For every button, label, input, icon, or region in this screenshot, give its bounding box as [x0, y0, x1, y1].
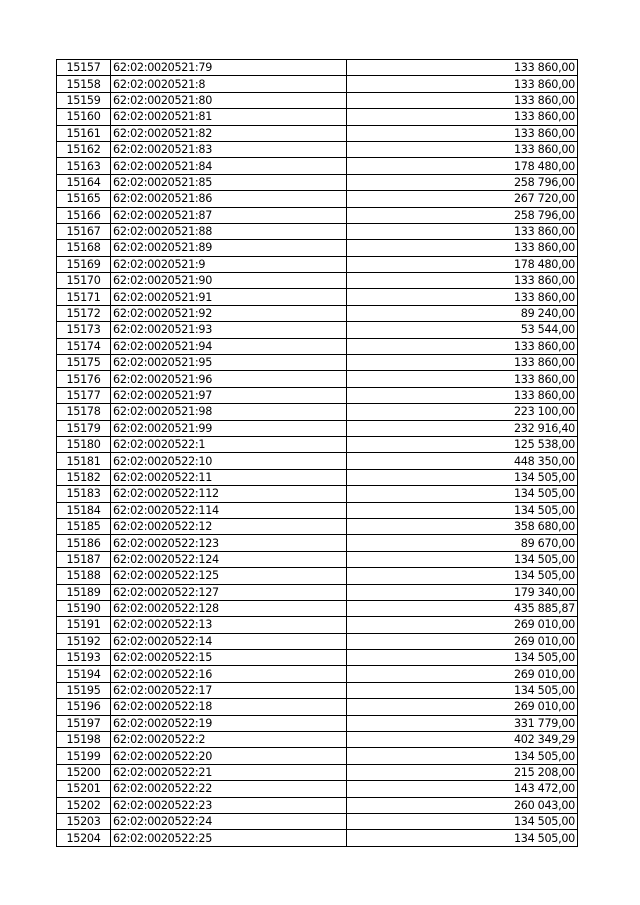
table-row — [57, 109, 578, 125]
row-number-cell: 15200 — [57, 764, 111, 780]
cadastral-number-cell: 62:02:0020521:91 — [111, 289, 347, 305]
cadastral-value-cell: 133 860,00 — [347, 371, 578, 387]
cadastral-number-cell: 62:02:0020522:15 — [111, 650, 347, 666]
row-number-cell: 15192 — [57, 633, 111, 649]
cadastral-number-cell: 62:02:0020521:85 — [111, 174, 347, 190]
table-row — [57, 699, 578, 715]
table-row — [57, 141, 578, 157]
cadastral-number-cell: 62:02:0020522:18 — [111, 699, 347, 715]
cadastral-value-cell: 178 480,00 — [347, 256, 578, 272]
row-number-cell: 15195 — [57, 682, 111, 698]
cadastral-number-cell: 62:02:0020522:24 — [111, 813, 347, 829]
row-number-cell: 15182 — [57, 469, 111, 485]
row-number-cell: 15184 — [57, 502, 111, 518]
cadastral-number-cell: 62:02:0020521:93 — [111, 322, 347, 338]
table-row — [57, 240, 578, 256]
row-number-cell: 15172 — [57, 305, 111, 321]
table-row — [57, 76, 578, 92]
table-row — [57, 355, 578, 371]
table-body — [57, 60, 578, 847]
cadastral-value-cell: 448 350,00 — [347, 453, 578, 469]
cadastral-value-cell: 134 505,00 — [347, 551, 578, 567]
cadastral-value-cell: 134 505,00 — [347, 568, 578, 584]
cadastral-number-cell: 62:02:0020522:25 — [111, 830, 347, 846]
row-number-cell: 15157 — [57, 60, 111, 76]
table-row — [57, 322, 578, 338]
cadastral-value-cell: 134 505,00 — [347, 469, 578, 485]
cadastral-number-cell: 62:02:0020522:17 — [111, 682, 347, 698]
cadastral-number-cell: 62:02:0020522:124 — [111, 551, 347, 567]
cadastral-number-cell: 62:02:0020521:99 — [111, 420, 347, 436]
row-number-cell: 15183 — [57, 486, 111, 502]
cadastral-number-cell: 62:02:0020521:8 — [111, 76, 347, 92]
table-row — [57, 666, 578, 682]
cadastral-value-cell: 133 860,00 — [347, 76, 578, 92]
table-row — [57, 420, 578, 436]
cadastral-value-cell: 133 860,00 — [347, 60, 578, 76]
table-row — [57, 273, 578, 289]
table-row — [57, 502, 578, 518]
row-number-cell: 15161 — [57, 125, 111, 141]
cadastral-number-cell: 62:02:0020522:11 — [111, 469, 347, 485]
row-number-cell: 15185 — [57, 518, 111, 534]
cadastral-value-cell: 89 240,00 — [347, 305, 578, 321]
row-number-cell: 15197 — [57, 715, 111, 731]
row-number-cell: 15162 — [57, 141, 111, 157]
table-row — [57, 453, 578, 469]
table-row — [57, 748, 578, 764]
cadastral-value-cell: 435 885,87 — [347, 600, 578, 616]
cadastral-number-cell: 62:02:0020521:82 — [111, 125, 347, 141]
cadastral-value-cell: 133 860,00 — [347, 289, 578, 305]
cadastral-number-cell: 62:02:0020522:1 — [111, 436, 347, 452]
table-row — [57, 191, 578, 207]
cadastral-number-cell: 62:02:0020522:20 — [111, 748, 347, 764]
table-row — [57, 551, 578, 567]
table-row — [57, 535, 578, 551]
cadastral-value-cell: 134 505,00 — [347, 830, 578, 846]
cadastral-value-cell: 133 860,00 — [347, 355, 578, 371]
table-row — [57, 371, 578, 387]
cadastral-number-cell: 62:02:0020521:98 — [111, 404, 347, 420]
row-number-cell: 15160 — [57, 109, 111, 125]
table-row — [57, 92, 578, 108]
cadastral-number-cell: 62:02:0020521:94 — [111, 338, 347, 354]
cadastral-number-cell: 62:02:0020522:114 — [111, 502, 347, 518]
cadastral-number-cell: 62:02:0020521:87 — [111, 207, 347, 223]
cadastral-value-cell: 258 796,00 — [347, 174, 578, 190]
table-row — [57, 387, 578, 403]
cadastral-value-cell: 133 860,00 — [347, 109, 578, 125]
table-row — [57, 813, 578, 829]
row-number-cell: 15202 — [57, 797, 111, 813]
cadastral-number-cell: 62:02:0020522:127 — [111, 584, 347, 600]
cadastral-number-cell: 62:02:0020521:83 — [111, 141, 347, 157]
cadastral-value-cell: 133 860,00 — [347, 387, 578, 403]
cadastral-number-cell: 62:02:0020522:2 — [111, 732, 347, 748]
table-row — [57, 469, 578, 485]
table-row — [57, 518, 578, 534]
row-number-cell: 15171 — [57, 289, 111, 305]
cadastral-value-cell: 358 680,00 — [347, 518, 578, 534]
row-number-cell: 15176 — [57, 371, 111, 387]
row-number-cell: 15186 — [57, 535, 111, 551]
table-row — [57, 633, 578, 649]
table-row — [57, 207, 578, 223]
row-number-cell: 15190 — [57, 600, 111, 616]
row-number-cell: 15188 — [57, 568, 111, 584]
cadastral-value-cell: 223 100,00 — [347, 404, 578, 420]
cadastral-number-cell: 62:02:0020521:80 — [111, 92, 347, 108]
row-number-cell: 15181 — [57, 453, 111, 469]
table-row — [57, 125, 578, 141]
cadastral-number-cell: 62:02:0020521:89 — [111, 240, 347, 256]
cadastral-value-cell: 143 472,00 — [347, 781, 578, 797]
cadastral-number-cell: 62:02:0020521:90 — [111, 273, 347, 289]
row-number-cell: 15191 — [57, 617, 111, 633]
cadastral-number-cell: 62:02:0020521:88 — [111, 223, 347, 239]
cadastral-value-cell: 179 340,00 — [347, 584, 578, 600]
cadastral-number-cell: 62:02:0020521:96 — [111, 371, 347, 387]
table-row — [57, 338, 578, 354]
cadastral-number-cell: 62:02:0020521:84 — [111, 158, 347, 174]
cadastral-number-cell: 62:02:0020521:95 — [111, 355, 347, 371]
cadastral-value-cell: 134 505,00 — [347, 486, 578, 502]
row-number-cell: 15174 — [57, 338, 111, 354]
table-row — [57, 568, 578, 584]
cadastral-value-cell: 269 010,00 — [347, 633, 578, 649]
table-row — [57, 256, 578, 272]
cadastral-value-cell: 133 860,00 — [347, 223, 578, 239]
cadastral-number-cell: 62:02:0020522:123 — [111, 535, 347, 551]
row-number-cell: 15175 — [57, 355, 111, 371]
cadastral-number-cell: 62:02:0020521:86 — [111, 191, 347, 207]
row-number-cell: 15173 — [57, 322, 111, 338]
cadastral-value-cell: 215 208,00 — [347, 764, 578, 780]
row-number-cell: 15165 — [57, 191, 111, 207]
cadastral-value-cell: 134 505,00 — [347, 813, 578, 829]
table-row — [57, 223, 578, 239]
cadastral-value-cell: 133 860,00 — [347, 92, 578, 108]
row-number-cell: 15158 — [57, 76, 111, 92]
row-number-cell: 15180 — [57, 436, 111, 452]
row-number-cell: 15159 — [57, 92, 111, 108]
table-row — [57, 797, 578, 813]
table-row — [57, 486, 578, 502]
cadastral-value-cell: 134 505,00 — [347, 682, 578, 698]
cadastral-number-cell: 62:02:0020522:21 — [111, 764, 347, 780]
row-number-cell: 15170 — [57, 273, 111, 289]
table-row — [57, 305, 578, 321]
table-row — [57, 732, 578, 748]
cadastral-number-cell: 62:02:0020521:97 — [111, 387, 347, 403]
cadastral-value-cell: 260 043,00 — [347, 797, 578, 813]
row-number-cell: 15204 — [57, 830, 111, 846]
cadastral-value-cell: 133 860,00 — [347, 141, 578, 157]
table-row — [57, 764, 578, 780]
cadastral-number-cell: 62:02:0020522:12 — [111, 518, 347, 534]
cadastral-value-cell: 133 860,00 — [347, 240, 578, 256]
cadastral-value-cell: 178 480,00 — [347, 158, 578, 174]
row-number-cell: 15203 — [57, 813, 111, 829]
row-number-cell: 15189 — [57, 584, 111, 600]
cadastral-number-cell: 62:02:0020521:79 — [111, 60, 347, 76]
cadastral-value-cell: 125 538,00 — [347, 436, 578, 452]
cadastral-number-cell: 62:02:0020522:13 — [111, 617, 347, 633]
cadastral-number-cell: 62:02:0020522:14 — [111, 633, 347, 649]
row-number-cell: 15178 — [57, 404, 111, 420]
cadastral-value-cell: 133 860,00 — [347, 273, 578, 289]
cadastral-value-cell: 134 505,00 — [347, 748, 578, 764]
row-number-cell: 15198 — [57, 732, 111, 748]
cadastral-number-cell: 62:02:0020522:22 — [111, 781, 347, 797]
table-row — [57, 830, 578, 846]
table-row — [57, 781, 578, 797]
cadastral-value-cell: 133 860,00 — [347, 338, 578, 354]
table-row — [57, 715, 578, 731]
cadastral-value-cell: 53 544,00 — [347, 322, 578, 338]
row-number-cell: 15168 — [57, 240, 111, 256]
cadastral-value-cell: 134 505,00 — [347, 650, 578, 666]
cadastral-number-cell: 62:02:0020522:125 — [111, 568, 347, 584]
row-number-cell: 15199 — [57, 748, 111, 764]
cadastral-value-cell: 269 010,00 — [347, 699, 578, 715]
cadastral-value-cell: 232 916,40 — [347, 420, 578, 436]
cadastral-value-cell: 89 670,00 — [347, 535, 578, 551]
row-number-cell: 15167 — [57, 223, 111, 239]
table-row — [57, 60, 578, 76]
row-number-cell: 15193 — [57, 650, 111, 666]
row-number-cell: 15187 — [57, 551, 111, 567]
cadastral-value-cell: 331 779,00 — [347, 715, 578, 731]
row-number-cell: 15166 — [57, 207, 111, 223]
cadastral-value-cell: 134 505,00 — [347, 502, 578, 518]
table-row — [57, 617, 578, 633]
table-row — [57, 436, 578, 452]
cadastral-number-cell: 62:02:0020521:92 — [111, 305, 347, 321]
cadastral-number-cell: 62:02:0020522:16 — [111, 666, 347, 682]
cadastral-number-cell: 62:02:0020521:9 — [111, 256, 347, 272]
row-number-cell: 15169 — [57, 256, 111, 272]
cadastral-value-cell: 402 349,29 — [347, 732, 578, 748]
cadastral-number-cell: 62:02:0020521:81 — [111, 109, 347, 125]
cadastral-value-table — [56, 59, 578, 847]
cadastral-value-cell: 269 010,00 — [347, 617, 578, 633]
cadastral-number-cell: 62:02:0020522:10 — [111, 453, 347, 469]
table-row — [57, 682, 578, 698]
table-row — [57, 600, 578, 616]
cadastral-value-cell: 267 720,00 — [347, 191, 578, 207]
cadastral-number-cell: 62:02:0020522:23 — [111, 797, 347, 813]
row-number-cell: 15179 — [57, 420, 111, 436]
table-row — [57, 584, 578, 600]
cadastral-number-cell: 62:02:0020522:19 — [111, 715, 347, 731]
row-number-cell: 15164 — [57, 174, 111, 190]
cadastral-value-cell: 269 010,00 — [347, 666, 578, 682]
cadastral-number-cell: 62:02:0020522:128 — [111, 600, 347, 616]
row-number-cell: 15201 — [57, 781, 111, 797]
cadastral-number-cell: 62:02:0020522:112 — [111, 486, 347, 502]
row-number-cell: 15194 — [57, 666, 111, 682]
table-row — [57, 158, 578, 174]
table-row — [57, 404, 578, 420]
row-number-cell: 15177 — [57, 387, 111, 403]
row-number-cell: 15163 — [57, 158, 111, 174]
table-row — [57, 289, 578, 305]
cadastral-value-cell: 258 796,00 — [347, 207, 578, 223]
row-number-cell: 15196 — [57, 699, 111, 715]
table-row — [57, 174, 578, 190]
cadastral-value-cell: 133 860,00 — [347, 125, 578, 141]
table-row — [57, 650, 578, 666]
